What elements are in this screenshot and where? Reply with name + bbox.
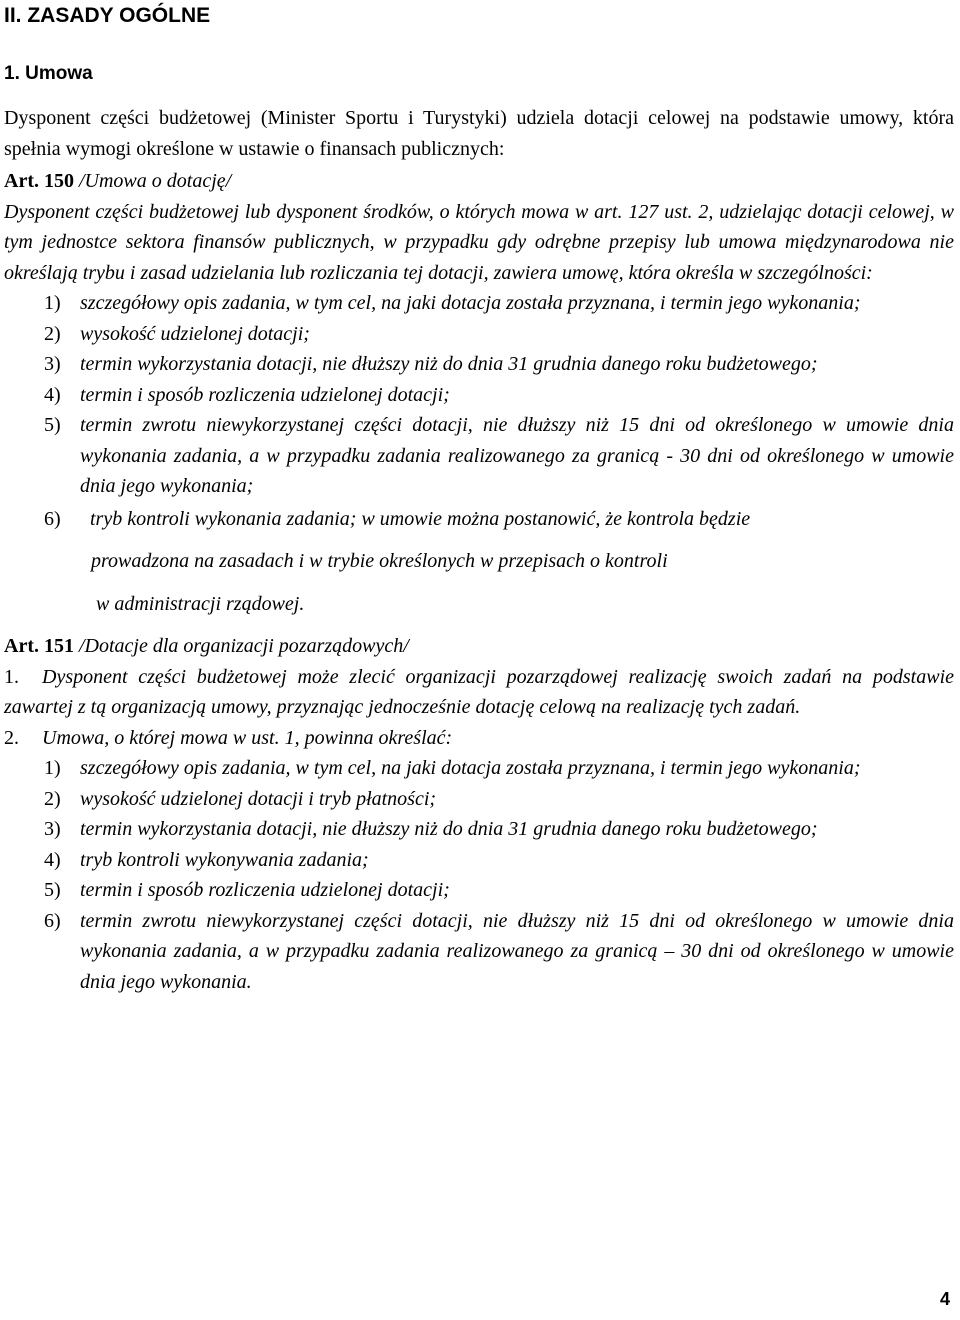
list-item: 1) szczegółowy opis zadania, w tym cel, na jaki dotacja została przyznana, i termin jego wykonania; xyxy=(44,757,861,779)
list-item: 4) termin i sposób rozliczenia udzielonej dotacji; xyxy=(44,383,450,406)
art151-heading xyxy=(4,631,954,662)
subheading: 1. Umowa xyxy=(4,63,93,84)
art150-body: Dysponent części budżetowej lub dysponent środków, o których mowa w art. 127 ust. 2, udzielając dotacji celowej, w tym jednostce sektora finansów publicznych, w przypadku gdy odrębne przepisy lub umowa międzynarodowa nie określają trybu i zasad udzielania lub rozliczania tej dotacji, zawiera umowę, która określa w szczególności: xyxy=(4,200,954,284)
list-item: 2) wysokość udzielonej dotacji i tryb płatności; xyxy=(44,787,437,810)
art150-heading xyxy=(4,166,954,197)
art151-label: Art. 151 xyxy=(4,635,74,657)
list-item: 5) termin i sposób rozliczenia udzielonej dotacji; xyxy=(44,879,450,901)
art150-list xyxy=(4,288,954,502)
art150-title: /Umowa o dotację/ xyxy=(73,170,232,192)
list-item: 1) szczegółowy opis zadania, w tym cel, na jaki dotacja została przyznana, i termin jego wykonania; xyxy=(44,292,861,314)
page-number: 4 xyxy=(939,1288,950,1309)
intro-paragraph: Dysponent części budżetowej (Minister Sportu i Turystyki) udziela dotacji celowej na podstawie umowy, która spełnia wymogi określone w ustawie o finansach publicznych: xyxy=(4,107,954,160)
list-item: 5) termin zwrotu niewykorzystanej części dotacji, nie dłuższy niż 15 dni od określonego w umowie dnia wykonania zadania, a w przypadku zadania realizowanego za granicą - 30 dni od określonego w umowie dnia jego wykonania; xyxy=(44,414,954,497)
art150-item-6-end: w administracji rządowej. xyxy=(96,592,305,615)
art151-paragraph-2: 2. Umowa, o której mowa w ust. 1, powinna określać: xyxy=(4,726,453,749)
list-item: 4) tryb kontroli wykonywania zadania; xyxy=(44,848,369,871)
art151-paragraph-1: 1. Dysponent części budżetowej może zlecić organizacji pozarządowej realizację swoich zadań na podstawie zawartej z tą organizacją umowy, przyznając jednocześnie dotację celową na realizację tych zadań. xyxy=(4,665,954,718)
art150-label: Art. 150 xyxy=(4,170,74,192)
list-item: 3) termin wykorzystania dotacji, nie dłuższy niż do dnia 31 grudnia danego roku budżetowego; xyxy=(44,818,818,840)
section-heading: II. ZASADY OGÓLNE xyxy=(4,4,211,27)
art151-list xyxy=(4,753,954,997)
list-item: 6) termin zwrotu niewykorzystanej części dotacji, nie dłuższy niż 15 dni od określonego w umowie dnia wykonania zadania, a w przypadku zadania realizowanego za granicą – 30 dni od określonego w umowie dnia jego wykonania. xyxy=(44,909,954,993)
art151-title: /Dotacje dla organizacji pozarządowych/ xyxy=(73,635,409,657)
list-item: 3) termin wykorzystania dotacji, nie dłuższy niż do dnia 31 grudnia danego roku budżetowego; xyxy=(44,353,818,375)
list-item: 2) wysokość udzielonej dotacji; xyxy=(44,322,310,345)
art150-item-6: 6) tryb kontroli wykonania zadania; w umowie można postanowić, że kontrola będzie xyxy=(44,507,751,530)
art150-item-6-continued: prowadzona na zasadach i w trybie określonych w przepisach o kontroli xyxy=(91,550,668,572)
